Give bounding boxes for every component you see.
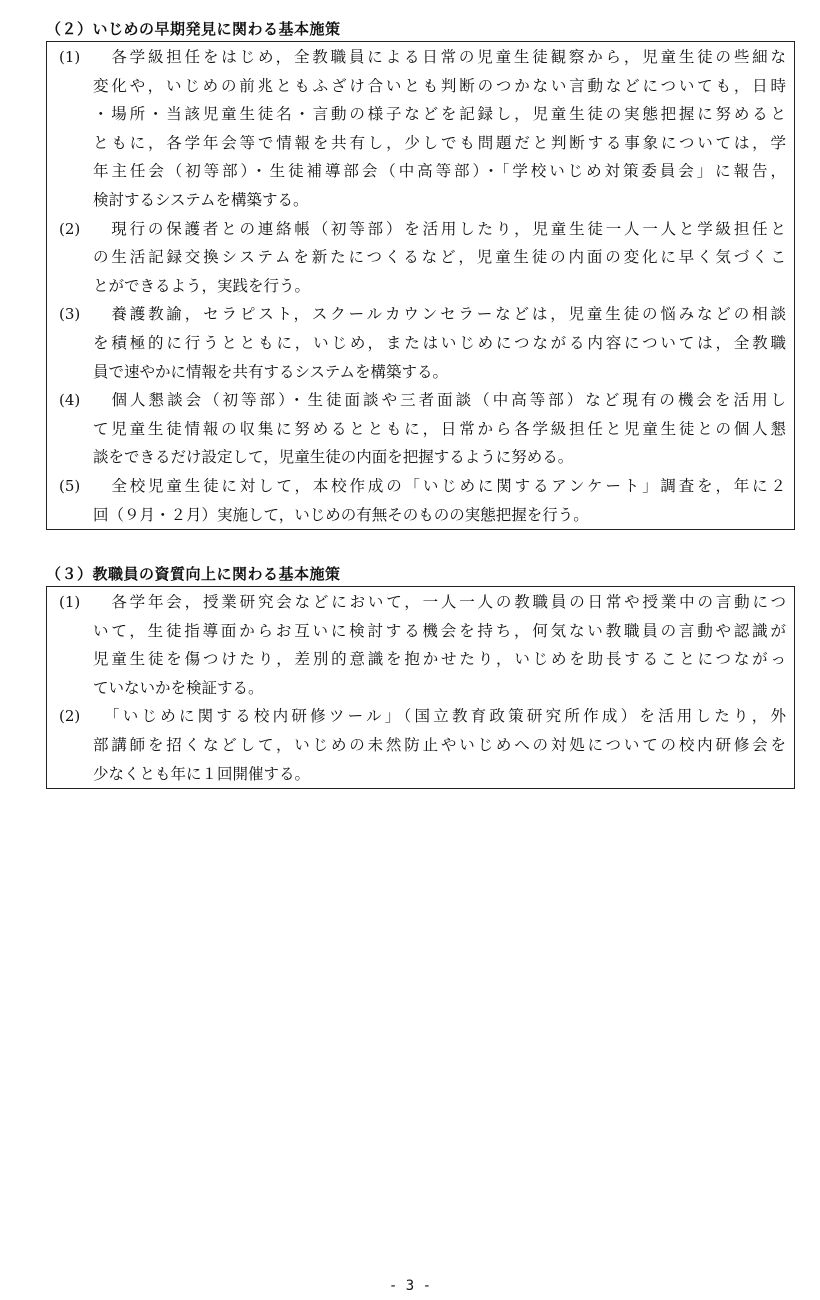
line-text: 全校児童生徒に対して，本校作成の「いじめに関するアンケート」調査を，年に２ [93, 476, 786, 495]
line-text: いて，生徒指導面からお互いに検討する機会を持ち，何気ない教職員の言動や認識が [93, 621, 786, 640]
line-text: 個人懇談会（初等部）・生徒面談や三者面談（中高等部）など現有の機会を活用し [93, 391, 786, 410]
section-early-detection [46, 17, 795, 530]
line-text: 養護教諭，セラピスト，スクールカウンセラーなどは，児童生徒の悩みなどの相談 [93, 305, 786, 324]
text-line [59, 702, 786, 731]
item-number: (4) [59, 391, 81, 410]
item-number: (5) [59, 476, 81, 495]
line-text: 現行の保護者との連絡帳（初等部）を活用したり，児童生徒一人一人と学級担任と [93, 219, 786, 238]
list-item [59, 588, 786, 702]
line-text: 児童生徒を傷つけたり，差別的意識を抱かせたり，いじめを助長することにつながっ [93, 650, 786, 669]
text-line [59, 731, 786, 760]
text-line [59, 674, 786, 703]
text-line [59, 386, 786, 415]
item-number: (3) [59, 305, 81, 324]
line-text: 各学年会，授業研究会などにおいて，一人一人の教職員の日常や授業中の言動につ [93, 593, 786, 611]
text-line [59, 272, 786, 301]
text-line [59, 415, 786, 444]
text-line [59, 100, 786, 129]
text-line [59, 329, 786, 358]
line-text: て児童生徒情報の収集に努めるとともに，日常から各学級担任と児童生徒との個人懇 [93, 419, 786, 438]
line-text: とができるよう，実践を行う。 [93, 276, 311, 295]
text-line [59, 186, 786, 215]
line-text: 検討するシステムを構築する。 [93, 190, 309, 209]
section-heading: （３）教職員の資質向上に関わる基本施策 [46, 565, 341, 583]
line-text: 談をできるだけ設定して，児童生徒の内面を把握するように努める。 [93, 448, 574, 467]
text-line [59, 358, 786, 387]
line-text: ・場所・当該児童生徒名・言動の様子などを記録し，児童生徒の実態把握に努めると [93, 105, 786, 124]
line-text: を積極的に行うとともに，いじめ，またはいじめにつながる内容については，全教職 [93, 333, 786, 352]
line-text: ていないかを検証する。 [93, 678, 264, 697]
list-item [59, 43, 786, 215]
text-line [59, 243, 786, 272]
line-text: の生活記録交換システムを新たにつくるなど，児童生徒の内面の変化に早く気づくこ [93, 248, 786, 267]
line-text: ともに，各学年会等で情報を共有し，少しでも問題だと判断する事象については，学 [93, 133, 786, 152]
text-line [59, 157, 786, 186]
section-staff-quality [46, 562, 795, 789]
list-item [59, 215, 786, 301]
list-item [59, 702, 786, 788]
text-line [59, 43, 786, 72]
list-item [59, 472, 786, 529]
text-line [59, 72, 786, 101]
text-line [59, 300, 786, 329]
text-line [59, 472, 786, 501]
measures-box [46, 41, 795, 530]
text-line [59, 617, 786, 646]
line-text: 変化や，いじめの前兆ともふざけ合いとも判断のつかない言動などについても，日時 [93, 76, 786, 95]
text-line [59, 760, 786, 789]
section-heading: （２）いじめの早期発見に関わる基本施策 [46, 20, 341, 38]
line-text: 回（９月・２月）実施して，いじめの有無そのものの実態把握を行う。 [93, 505, 589, 524]
list-item [59, 386, 786, 472]
line-text: 各学級担任をはじめ，全教職員による日常の児童生徒観察から，児童生徒の些細な [93, 48, 786, 66]
page-number: - 3 - [388, 1278, 432, 1294]
item-number: (1) [59, 48, 81, 66]
line-text: 「いじめに関する校内研修ツール」（国立教育政策研究所作成）を活用したり，外 [93, 707, 786, 726]
text-line [59, 129, 786, 158]
text-line [59, 588, 786, 617]
measures-box [46, 586, 795, 789]
item-number: (2) [59, 707, 81, 726]
text-line [59, 443, 786, 472]
line-text: 部講師を招くなどして，いじめの未然防止やいじめへの対処についての校内研修会を [93, 735, 786, 754]
line-text: 少なくとも年に１回開催する。 [93, 764, 311, 783]
line-text: 員で速やかに情報を共有するシステムを構築する。 [93, 362, 448, 381]
item-number: (1) [59, 593, 81, 611]
list-item [59, 300, 786, 386]
text-line [59, 645, 786, 674]
item-number: (2) [59, 219, 81, 238]
text-line [59, 215, 786, 244]
line-text: 年主任会（初等部）・生徒補導部会（中高等部）・「学校いじめ対策委員会」に報告， [93, 162, 786, 181]
text-line [59, 501, 786, 530]
